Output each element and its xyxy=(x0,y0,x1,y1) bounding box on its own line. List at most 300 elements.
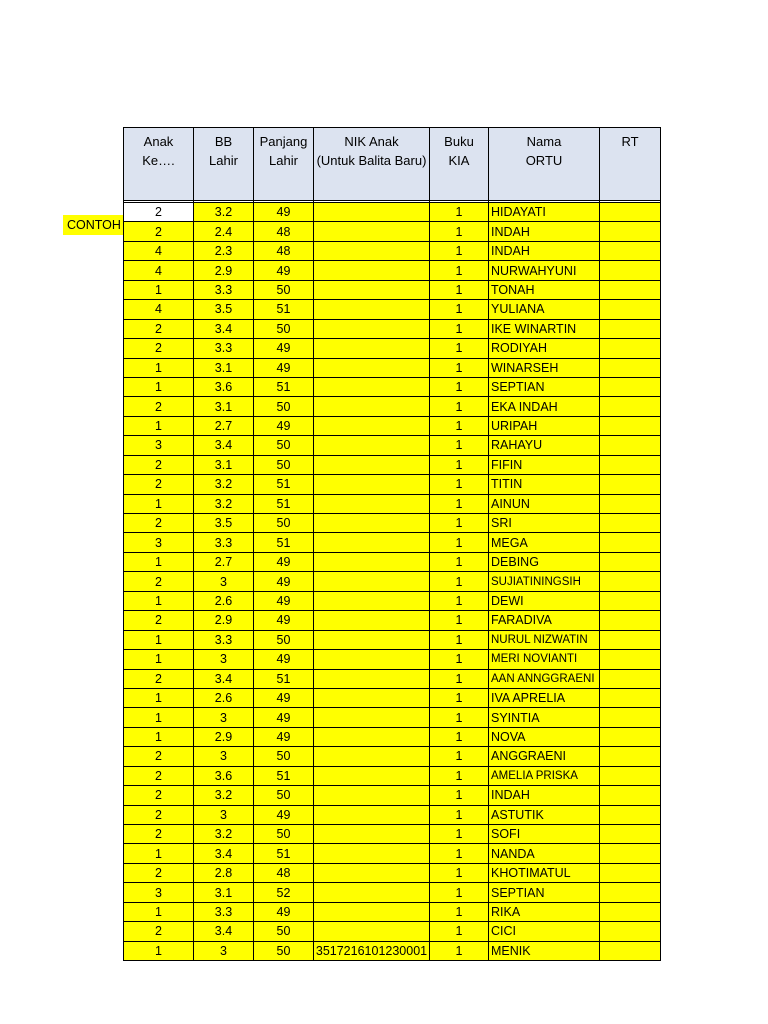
cell-anak-ke[interactable]: 1 xyxy=(124,844,194,863)
cell-buku-kia[interactable]: 1 xyxy=(430,844,489,863)
cell-nama-ortu[interactable]: FARADIVA xyxy=(489,611,600,630)
cell-rt[interactable] xyxy=(600,650,661,669)
cell-panjang-lahir[interactable]: 50 xyxy=(254,319,314,338)
cell-bb-lahir[interactable]: 2.4 xyxy=(194,222,254,241)
cell-bb-lahir[interactable]: 3.6 xyxy=(194,766,254,785)
cell-nik-anak[interactable] xyxy=(314,416,430,435)
cell-anak-ke[interactable]: 1 xyxy=(124,727,194,746)
cell-rt[interactable] xyxy=(600,222,661,241)
cell-rt[interactable] xyxy=(600,630,661,649)
cell-anak-ke[interactable]: 1 xyxy=(124,941,194,960)
cell-anak-ke[interactable]: 1 xyxy=(124,494,194,513)
cell-panjang-lahir[interactable]: 50 xyxy=(254,941,314,960)
cell-buku-kia[interactable]: 1 xyxy=(430,416,489,435)
cell-buku-kia[interactable]: 1 xyxy=(430,591,489,610)
cell-rt[interactable] xyxy=(600,766,661,785)
cell-bb-lahir[interactable]: 2.7 xyxy=(194,416,254,435)
cell-nama-ortu[interactable]: MERI NOVIANTI xyxy=(489,650,600,669)
cell-rt[interactable] xyxy=(600,514,661,533)
cell-panjang-lahir[interactable]: 49 xyxy=(254,611,314,630)
cell-anak-ke[interactable]: 1 xyxy=(124,630,194,649)
cell-bb-lahir[interactable]: 3 xyxy=(194,650,254,669)
cell-rt[interactable] xyxy=(600,397,661,416)
cell-nik-anak[interactable] xyxy=(314,280,430,299)
cell-nama-ortu[interactable]: URIPAH xyxy=(489,416,600,435)
cell-rt[interactable] xyxy=(600,203,661,222)
table-row xyxy=(124,222,661,241)
cell-nama-ortu[interactable]: NURWAHYUNI xyxy=(489,261,600,280)
table-row xyxy=(124,786,661,805)
cell-anak-ke[interactable]: 2 xyxy=(124,786,194,805)
cell-panjang-lahir[interactable]: 48 xyxy=(254,241,314,260)
cell-nik-anak[interactable] xyxy=(314,455,430,474)
cell-rt[interactable] xyxy=(600,436,661,455)
cell-nik-anak[interactable] xyxy=(314,397,430,416)
cell-bb-lahir[interactable]: 3.4 xyxy=(194,844,254,863)
cell-nik-anak[interactable] xyxy=(314,533,430,552)
cell-nik-anak[interactable] xyxy=(314,922,430,941)
cell-buku-kia[interactable]: 1 xyxy=(430,708,489,727)
cell-bb-lahir[interactable]: 3 xyxy=(194,805,254,824)
cell-buku-kia[interactable]: 1 xyxy=(430,552,489,571)
cell-nama-ortu[interactable]: YULIANA xyxy=(489,300,600,319)
cell-buku-kia[interactable]: 1 xyxy=(430,261,489,280)
table-row xyxy=(124,533,661,552)
cell-panjang-lahir[interactable]: 49 xyxy=(254,416,314,435)
cell-nama-ortu[interactable]: RAHAYU xyxy=(489,436,600,455)
header-bb-lahir: BB Lahir xyxy=(194,128,254,201)
cell-bb-lahir[interactable]: 3 xyxy=(194,941,254,960)
cell-anak-ke[interactable]: 1 xyxy=(124,280,194,299)
cell-rt[interactable] xyxy=(600,688,661,707)
cell-nama-ortu[interactable]: ANGGRAENI xyxy=(489,747,600,766)
cell-anak-ke[interactable]: 1 xyxy=(124,358,194,377)
table-row xyxy=(124,766,661,785)
cell-nik-anak[interactable] xyxy=(314,747,430,766)
cell-nik-anak[interactable] xyxy=(314,552,430,571)
cell-panjang-lahir[interactable]: 50 xyxy=(254,397,314,416)
table-row xyxy=(124,611,661,630)
cell-nama-ortu[interactable]: NURUL NIZWATIN xyxy=(489,630,600,649)
table-row xyxy=(124,319,661,338)
cell-nik-anak[interactable] xyxy=(314,844,430,863)
cell-nik-anak[interactable] xyxy=(314,222,430,241)
cell-nik-anak[interactable] xyxy=(314,863,430,882)
cell-anak-ke[interactable]: 3 xyxy=(124,533,194,552)
cell-bb-lahir[interactable]: 2.6 xyxy=(194,688,254,707)
cell-nama-ortu[interactable]: WINARSEH xyxy=(489,358,600,377)
cell-panjang-lahir[interactable]: 51 xyxy=(254,300,314,319)
cell-anak-ke[interactable]: 2 xyxy=(124,514,194,533)
cell-bb-lahir[interactable]: 3.3 xyxy=(194,533,254,552)
cell-nik-anak[interactable] xyxy=(314,261,430,280)
cell-anak-ke[interactable]: 3 xyxy=(124,883,194,902)
cell-nik-anak[interactable] xyxy=(314,766,430,785)
cell-bb-lahir[interactable]: 3.1 xyxy=(194,358,254,377)
cell-nama-ortu[interactable]: NOVA xyxy=(489,727,600,746)
table-row xyxy=(124,941,661,960)
cell-bb-lahir[interactable]: 3 xyxy=(194,572,254,591)
cell-buku-kia[interactable]: 1 xyxy=(430,300,489,319)
cell-nik-anak[interactable] xyxy=(314,591,430,610)
cell-rt[interactable] xyxy=(600,319,661,338)
cell-nik-anak[interactable] xyxy=(314,241,430,260)
table-body xyxy=(124,201,661,961)
cell-rt[interactable] xyxy=(600,377,661,396)
cell-anak-ke[interactable]: 2 xyxy=(124,572,194,591)
cell-bb-lahir[interactable]: 3.4 xyxy=(194,669,254,688)
cell-anak-ke[interactable]: 4 xyxy=(124,241,194,260)
cell-nama-ortu[interactable]: EKA INDAH xyxy=(489,397,600,416)
cell-nik-anak[interactable] xyxy=(314,805,430,824)
header-anak-ke: Anak Ke…. xyxy=(124,128,194,201)
table-row xyxy=(124,203,661,222)
cell-nama-ortu[interactable]: INDAH xyxy=(489,222,600,241)
cell-anak-ke[interactable]: 4 xyxy=(124,300,194,319)
table-row xyxy=(124,572,661,591)
cell-nik-anak[interactable] xyxy=(314,786,430,805)
table-row xyxy=(124,241,661,260)
table-row xyxy=(124,339,661,358)
cell-bb-lahir[interactable]: 3.2 xyxy=(194,475,254,494)
cell-panjang-lahir[interactable]: 51 xyxy=(254,377,314,396)
cell-nama-ortu[interactable]: SEPTIAN xyxy=(489,377,600,396)
cell-anak-ke[interactable]: 1 xyxy=(124,377,194,396)
cell-buku-kia[interactable]: 1 xyxy=(430,241,489,260)
cell-buku-kia[interactable]: 1 xyxy=(430,203,489,222)
cell-rt[interactable] xyxy=(600,708,661,727)
cell-anak-ke[interactable]: 2 xyxy=(124,825,194,844)
cell-anak-ke[interactable]: 2 xyxy=(124,339,194,358)
cell-nama-ortu[interactable]: RIKA xyxy=(489,902,600,921)
cell-anak-ke[interactable]: 1 xyxy=(124,591,194,610)
cell-bb-lahir[interactable]: 3.2 xyxy=(194,203,254,222)
cell-panjang-lahir[interactable]: 50 xyxy=(254,630,314,649)
cell-bb-lahir[interactable]: 3.3 xyxy=(194,630,254,649)
cell-bb-lahir[interactable]: 3.4 xyxy=(194,436,254,455)
table-row xyxy=(124,747,661,766)
cell-buku-kia[interactable]: 1 xyxy=(430,397,489,416)
cell-anak-ke[interactable]: 2 xyxy=(124,611,194,630)
cell-nama-ortu[interactable]: ASTUTIK xyxy=(489,805,600,824)
cell-nama-ortu[interactable]: SUJIATININGSIH xyxy=(489,572,600,591)
cell-buku-kia[interactable]: 1 xyxy=(430,863,489,882)
cell-nama-ortu[interactable]: INDAH xyxy=(489,241,600,260)
cell-nama-ortu[interactable]: TITIN xyxy=(489,475,600,494)
cell-bb-lahir[interactable]: 3 xyxy=(194,747,254,766)
cell-bb-lahir[interactable]: 2.7 xyxy=(194,552,254,571)
cell-buku-kia[interactable]: 1 xyxy=(430,922,489,941)
cell-nama-ortu[interactable]: IVA APRELIA xyxy=(489,688,600,707)
cell-nik-anak[interactable] xyxy=(314,339,430,358)
cell-buku-kia[interactable]: 1 xyxy=(430,825,489,844)
cell-rt[interactable] xyxy=(600,844,661,863)
cell-bb-lahir[interactable]: 3.5 xyxy=(194,514,254,533)
cell-buku-kia[interactable]: 1 xyxy=(430,339,489,358)
cell-rt[interactable] xyxy=(600,261,661,280)
cell-bb-lahir[interactable]: 2.8 xyxy=(194,863,254,882)
cell-nama-ortu[interactable]: DEWI xyxy=(489,591,600,610)
cell-rt[interactable] xyxy=(600,941,661,960)
cell-panjang-lahir[interactable]: 50 xyxy=(254,747,314,766)
cell-nik-anak[interactable] xyxy=(314,669,430,688)
cell-buku-kia[interactable]: 1 xyxy=(430,222,489,241)
cell-bb-lahir[interactable]: 3.2 xyxy=(194,786,254,805)
cell-anak-ke[interactable]: 2 xyxy=(124,805,194,824)
cell-bb-lahir[interactable]: 2.6 xyxy=(194,591,254,610)
cell-nik-anak[interactable] xyxy=(314,300,430,319)
cell-panjang-lahir[interactable]: 49 xyxy=(254,261,314,280)
cell-anak-ke[interactable]: 2 xyxy=(124,222,194,241)
cell-bb-lahir[interactable]: 3.3 xyxy=(194,902,254,921)
header-panjang-lahir: Panjang Lahir xyxy=(254,128,314,201)
cell-panjang-lahir[interactable]: 50 xyxy=(254,922,314,941)
table-row xyxy=(124,883,661,902)
cell-anak-ke[interactable]: 2 xyxy=(124,747,194,766)
cell-panjang-lahir[interactable]: 50 xyxy=(254,786,314,805)
cell-panjang-lahir[interactable]: 50 xyxy=(254,514,314,533)
cell-nik-anak[interactable] xyxy=(314,377,430,396)
cell-rt[interactable] xyxy=(600,416,661,435)
table-row xyxy=(124,688,661,707)
cell-rt[interactable] xyxy=(600,863,661,882)
cell-panjang-lahir[interactable]: 52 xyxy=(254,883,314,902)
cell-rt[interactable] xyxy=(600,747,661,766)
cell-anak-ke[interactable]: 2 xyxy=(124,455,194,474)
cell-nik-anak[interactable] xyxy=(314,494,430,513)
cell-panjang-lahir[interactable]: 49 xyxy=(254,902,314,921)
table-row xyxy=(124,727,661,746)
cell-buku-kia[interactable]: 1 xyxy=(430,475,489,494)
cell-nama-ortu[interactable]: SRI xyxy=(489,514,600,533)
cell-anak-ke[interactable]: 1 xyxy=(124,902,194,921)
cell-bb-lahir[interactable]: 3.1 xyxy=(194,455,254,474)
cell-nik-anak[interactable] xyxy=(314,688,430,707)
cell-nama-ortu[interactable]: AINUN xyxy=(489,494,600,513)
cell-rt[interactable] xyxy=(600,825,661,844)
cell-nama-ortu[interactable]: SYINTIA xyxy=(489,708,600,727)
cell-nama-ortu[interactable]: IKE WINARTIN xyxy=(489,319,600,338)
cell-nama-ortu[interactable]: RODIYAH xyxy=(489,339,600,358)
cell-nik-anak[interactable] xyxy=(314,319,430,338)
cell-bb-lahir[interactable]: 2.3 xyxy=(194,241,254,260)
cell-panjang-lahir[interactable]: 51 xyxy=(254,533,314,552)
cell-panjang-lahir[interactable]: 51 xyxy=(254,475,314,494)
cell-anak-ke[interactable]: 1 xyxy=(124,416,194,435)
cell-rt[interactable] xyxy=(600,727,661,746)
cell-buku-kia[interactable]: 1 xyxy=(430,358,489,377)
cell-panjang-lahir[interactable]: 51 xyxy=(254,669,314,688)
cell-bb-lahir[interactable]: 2.9 xyxy=(194,727,254,746)
cell-rt[interactable] xyxy=(600,669,661,688)
cell-panjang-lahir[interactable]: 50 xyxy=(254,436,314,455)
cell-anak-ke[interactable]: 4 xyxy=(124,261,194,280)
cell-rt[interactable] xyxy=(600,786,661,805)
cell-buku-kia[interactable]: 1 xyxy=(430,280,489,299)
cell-nik-anak[interactable] xyxy=(314,630,430,649)
cell-nik-anak[interactable] xyxy=(314,727,430,746)
cell-panjang-lahir[interactable]: 49 xyxy=(254,358,314,377)
cell-anak-ke[interactable]: 3 xyxy=(124,436,194,455)
cell-panjang-lahir[interactable]: 48 xyxy=(254,222,314,241)
cell-anak-ke[interactable]: 1 xyxy=(124,708,194,727)
cell-anak-ke[interactable]: 2 xyxy=(124,863,194,882)
cell-bb-lahir[interactable]: 3.2 xyxy=(194,494,254,513)
table-row xyxy=(124,863,661,882)
cell-nik-anak[interactable]: 3517216101230001 xyxy=(314,941,430,960)
cell-nik-anak[interactable] xyxy=(314,358,430,377)
cell-nik-anak[interactable] xyxy=(314,902,430,921)
cell-rt[interactable] xyxy=(600,300,661,319)
cell-nik-anak[interactable] xyxy=(314,825,430,844)
cell-panjang-lahir[interactable]: 49 xyxy=(254,339,314,358)
cell-nama-ortu[interactable]: SOFI xyxy=(489,825,600,844)
cell-rt[interactable] xyxy=(600,494,661,513)
cell-nama-ortu[interactable]: KHOTIMATUL xyxy=(489,863,600,882)
cell-buku-kia[interactable]: 1 xyxy=(430,533,489,552)
cell-nama-ortu[interactable]: NANDA xyxy=(489,844,600,863)
cell-anak-ke[interactable]: 1 xyxy=(124,688,194,707)
cell-buku-kia[interactable]: 1 xyxy=(430,514,489,533)
cell-panjang-lahir[interactable]: 49 xyxy=(254,708,314,727)
cell-nik-anak[interactable] xyxy=(314,611,430,630)
cell-nik-anak[interactable] xyxy=(314,514,430,533)
cell-buku-kia[interactable]: 1 xyxy=(430,669,489,688)
cell-buku-kia[interactable]: 1 xyxy=(430,883,489,902)
cell-nik-anak[interactable] xyxy=(314,203,430,222)
cell-rt[interactable] xyxy=(600,241,661,260)
cell-buku-kia[interactable]: 1 xyxy=(430,941,489,960)
cell-rt[interactable] xyxy=(600,358,661,377)
table-row xyxy=(124,377,661,396)
cell-nik-anak[interactable] xyxy=(314,436,430,455)
cell-panjang-lahir[interactable]: 50 xyxy=(254,455,314,474)
cell-rt[interactable] xyxy=(600,533,661,552)
cell-panjang-lahir[interactable]: 49 xyxy=(254,552,314,571)
cell-nama-ortu[interactable]: TONAH xyxy=(489,280,600,299)
cell-rt[interactable] xyxy=(600,611,661,630)
cell-panjang-lahir[interactable]: 49 xyxy=(254,572,314,591)
cell-bb-lahir[interactable]: 3.6 xyxy=(194,377,254,396)
cell-rt[interactable] xyxy=(600,475,661,494)
cell-anak-ke[interactable]: 2 xyxy=(124,669,194,688)
cell-panjang-lahir[interactable]: 50 xyxy=(254,280,314,299)
cell-nama-ortu[interactable]: CICI xyxy=(489,922,600,941)
cell-buku-kia[interactable]: 1 xyxy=(430,786,489,805)
cell-rt[interactable] xyxy=(600,280,661,299)
cell-buku-kia[interactable]: 1 xyxy=(430,630,489,649)
cell-bb-lahir[interactable]: 3.1 xyxy=(194,883,254,902)
cell-bb-lahir[interactable]: 3 xyxy=(194,708,254,727)
cell-bb-lahir[interactable]: 2.9 xyxy=(194,611,254,630)
table-row xyxy=(124,844,661,863)
cell-panjang-lahir[interactable]: 49 xyxy=(254,727,314,746)
cell-bb-lahir[interactable]: 3.2 xyxy=(194,825,254,844)
cell-buku-kia[interactable]: 1 xyxy=(430,727,489,746)
cell-nik-anak[interactable] xyxy=(314,708,430,727)
cell-anak-ke[interactable]: 2 xyxy=(124,475,194,494)
cell-nik-anak[interactable] xyxy=(314,883,430,902)
cell-nama-ortu[interactable]: FIFIN xyxy=(489,455,600,474)
cell-panjang-lahir[interactable]: 49 xyxy=(254,203,314,222)
cell-buku-kia[interactable]: 1 xyxy=(430,805,489,824)
cell-buku-kia[interactable]: 1 xyxy=(430,688,489,707)
cell-bb-lahir[interactable]: 3.1 xyxy=(194,397,254,416)
cell-panjang-lahir[interactable]: 49 xyxy=(254,688,314,707)
cell-rt[interactable] xyxy=(600,902,661,921)
cell-nama-ortu[interactable]: DEBING xyxy=(489,552,600,571)
cell-rt[interactable] xyxy=(600,883,661,902)
cell-bb-lahir[interactable]: 2.9 xyxy=(194,261,254,280)
cell-nik-anak[interactable] xyxy=(314,572,430,591)
cell-buku-kia[interactable]: 1 xyxy=(430,436,489,455)
cell-anak-ke[interactable]: 2 xyxy=(124,397,194,416)
cell-panjang-lahir[interactable]: 51 xyxy=(254,494,314,513)
cell-nama-ortu[interactable]: MEGA xyxy=(489,533,600,552)
cell-nama-ortu[interactable]: INDAH xyxy=(489,786,600,805)
cell-bb-lahir[interactable]: 3.4 xyxy=(194,922,254,941)
cell-buku-kia[interactable]: 1 xyxy=(430,319,489,338)
cell-bb-lahir[interactable]: 3.3 xyxy=(194,339,254,358)
cell-rt[interactable] xyxy=(600,805,661,824)
header-buku-kia: Buku KIA xyxy=(430,128,489,201)
table-row xyxy=(124,261,661,280)
cell-buku-kia[interactable]: 1 xyxy=(430,611,489,630)
cell-bb-lahir[interactable]: 3.3 xyxy=(194,280,254,299)
example-label: CONTOH xyxy=(63,215,123,235)
cell-nama-ortu[interactable]: AMELIA PRISKA xyxy=(489,766,600,785)
cell-buku-kia[interactable]: 1 xyxy=(430,494,489,513)
cell-buku-kia[interactable]: 1 xyxy=(430,377,489,396)
cell-nik-anak[interactable] xyxy=(314,650,430,669)
cell-anak-ke[interactable]: 2 xyxy=(124,319,194,338)
cell-buku-kia[interactable]: 1 xyxy=(430,766,489,785)
cell-bb-lahir[interactable]: 3.5 xyxy=(194,300,254,319)
table-row xyxy=(124,902,661,921)
cell-buku-kia[interactable]: 1 xyxy=(430,747,489,766)
cell-nama-ortu[interactable]: AAN ANNGGRAENI xyxy=(489,669,600,688)
cell-rt[interactable] xyxy=(600,339,661,358)
cell-panjang-lahir[interactable]: 49 xyxy=(254,591,314,610)
cell-nama-ortu[interactable]: MENIK xyxy=(489,941,600,960)
cell-bb-lahir[interactable]: 3.4 xyxy=(194,319,254,338)
cell-anak-ke[interactable]: 2 xyxy=(124,203,194,222)
cell-panjang-lahir[interactable]: 49 xyxy=(254,805,314,824)
cell-buku-kia[interactable]: 1 xyxy=(430,572,489,591)
cell-panjang-lahir[interactable]: 51 xyxy=(254,844,314,863)
cell-anak-ke[interactable]: 2 xyxy=(124,766,194,785)
cell-buku-kia[interactable]: 1 xyxy=(430,650,489,669)
header-nik-anak: NIK Anak (Untuk Balita Baru) xyxy=(314,128,430,201)
cell-rt[interactable] xyxy=(600,591,661,610)
cell-anak-ke[interactable]: 1 xyxy=(124,650,194,669)
cell-rt[interactable] xyxy=(600,572,661,591)
cell-nik-anak[interactable] xyxy=(314,475,430,494)
cell-panjang-lahir[interactable]: 48 xyxy=(254,863,314,882)
cell-nama-ortu[interactable]: HIDAYATI xyxy=(489,203,600,222)
cell-rt[interactable] xyxy=(600,552,661,571)
cell-rt[interactable] xyxy=(600,922,661,941)
cell-rt[interactable] xyxy=(600,455,661,474)
cell-buku-kia[interactable]: 1 xyxy=(430,455,489,474)
cell-panjang-lahir[interactable]: 50 xyxy=(254,825,314,844)
cell-nama-ortu[interactable]: SEPTIAN xyxy=(489,883,600,902)
cell-panjang-lahir[interactable]: 51 xyxy=(254,766,314,785)
cell-panjang-lahir[interactable]: 49 xyxy=(254,650,314,669)
cell-anak-ke[interactable]: 1 xyxy=(124,552,194,571)
cell-buku-kia[interactable]: 1 xyxy=(430,902,489,921)
cell-anak-ke[interactable]: 2 xyxy=(124,922,194,941)
